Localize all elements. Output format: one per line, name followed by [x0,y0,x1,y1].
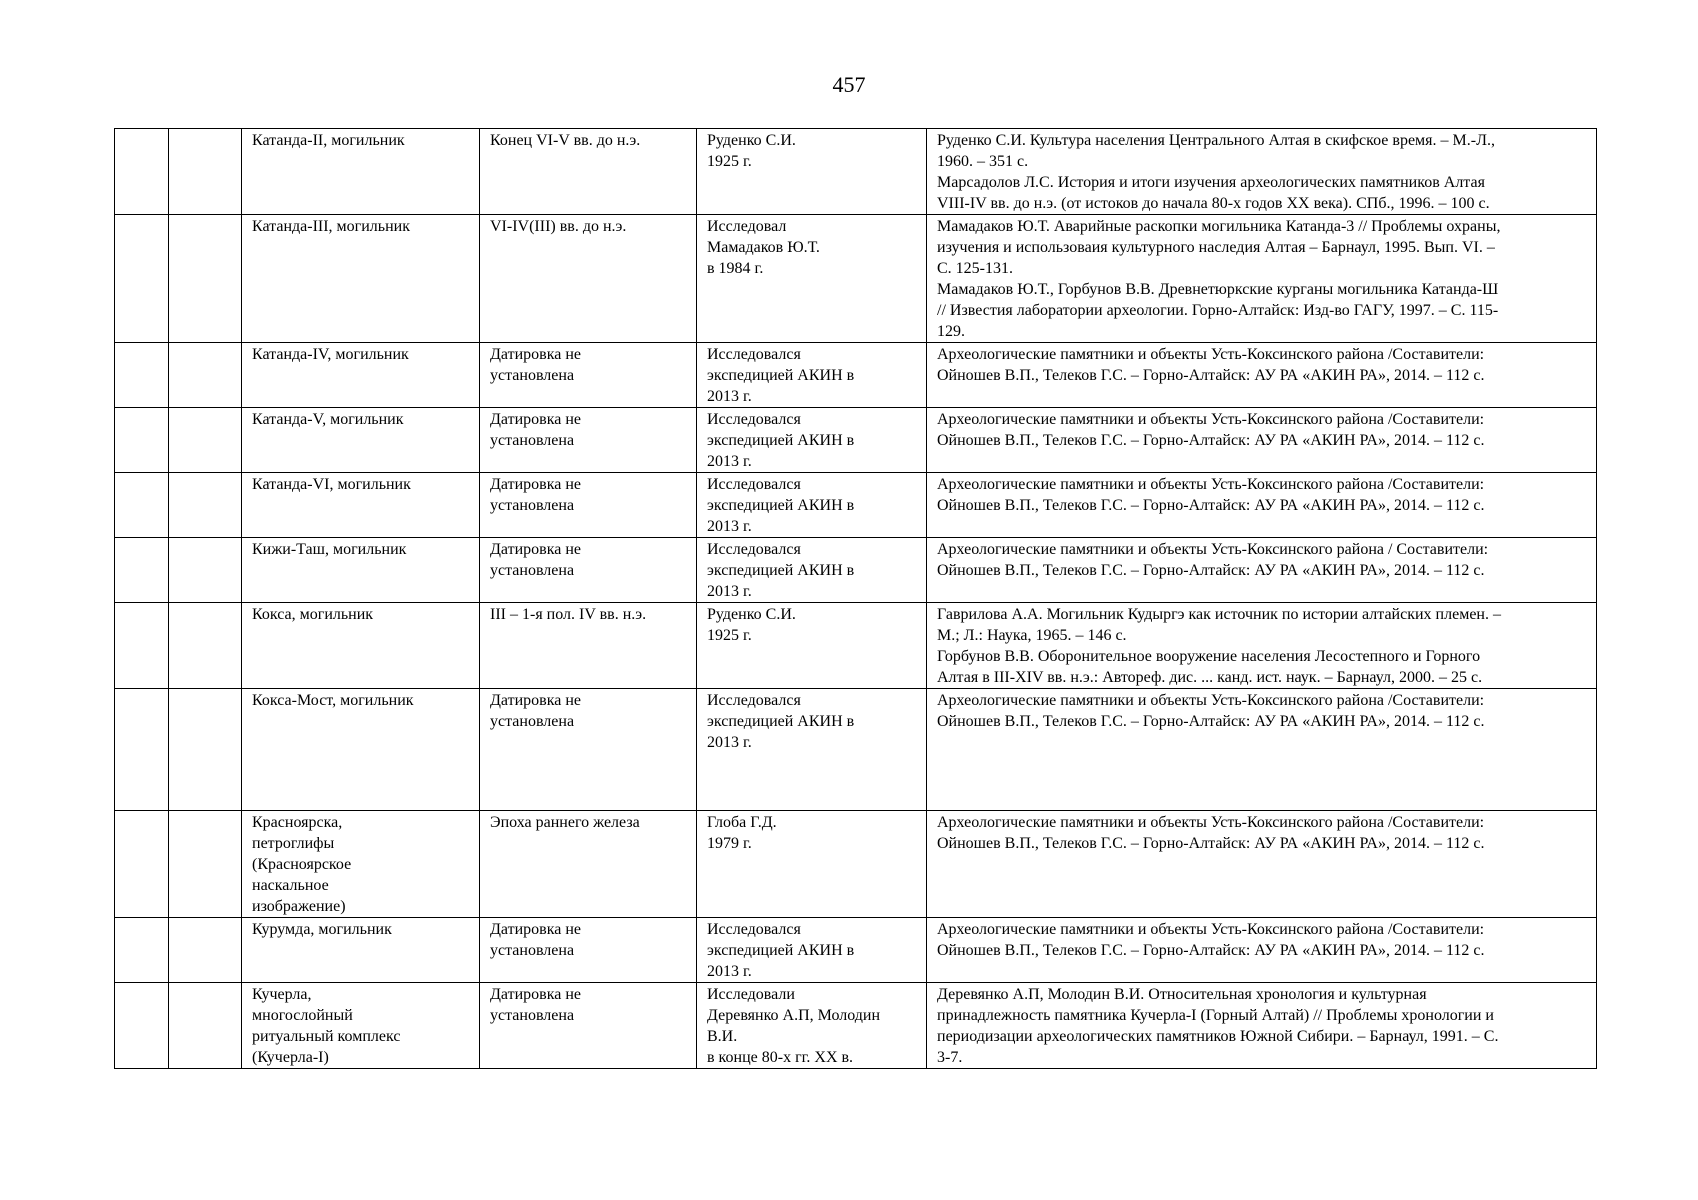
cell-text-line: Исследовали [707,986,795,1003]
literature-cell [927,983,1597,1069]
cell-text-line: Исследовался [707,541,801,558]
cell-text-line: многослойный [252,1007,353,1024]
monument-name-cell [242,689,480,811]
index-cell [115,215,169,343]
cell-text-line: 2013 г. [707,453,752,470]
code-cell [169,603,242,689]
cell-text-line: установлена [490,497,575,514]
index-cell [115,918,169,983]
researcher-cell [697,129,927,215]
cell-text-line: 1925 г. [707,153,752,170]
literature-cell [927,408,1597,473]
table-row [115,343,1597,408]
monument-name-cell [242,215,480,343]
cell-text-line: Ойношев В.П., Телеков Г.С. – Горно-Алтайск: АУ РА «АКИН РА», 2014. – 112 с. [937,432,1485,449]
cell-text-line: Датировка не [490,541,582,558]
index-cell [115,603,169,689]
table-row [115,603,1597,689]
cell-text-line: Красноярска, [252,814,343,831]
cell-text-line: Датировка не [490,986,582,1003]
cell-text-line: экспедицией АКИН в [707,497,855,514]
cell-text-line: Алтая в III-XIV вв. н.э.: Автореф. дис. ... канд. ист. наук. – Барнаул, 2000. – 25 с. [937,669,1483,686]
dating-cell [480,811,697,918]
dating-cell [480,408,697,473]
cell-text-line: изучения и использоваия культурного наследия Алтая – Барнаул, 1995. Вып. VI. – [937,239,1495,256]
cell-text-line: Датировка не [490,411,582,428]
cell-text-line: 2013 г. [707,388,752,405]
cell-text-line: Руденко С.И. Культура населения Центрального Алтая в скифское время. – М.-Л., [937,132,1495,149]
dating-cell [480,129,697,215]
cell-text-line: Датировка не [490,921,582,938]
dating-cell [480,215,697,343]
cell-text-line: 1925 г. [707,627,752,644]
dating-cell [480,603,697,689]
cell-text-line: в конце 80-х гг. XX в. [707,1049,854,1066]
cell-text-line: Руденко С.И. [707,606,796,623]
cell-text-line: М.; Л.: Наука, 1965. – 146 с. [937,627,1127,644]
code-cell [169,473,242,538]
researcher-cell [697,603,927,689]
code-cell [169,408,242,473]
literature-cell [927,215,1597,343]
cell-text-line: 2013 г. [707,518,752,535]
cell-text-line: Кижи-Таш, могильник [252,541,407,558]
cell-text-line: изображение) [252,898,346,915]
code-cell [169,538,242,603]
cell-text-line: установлена [490,1007,575,1024]
cell-text-line: Ойношев В.П., Телеков Г.С. – Горно-Алтайск: АУ РА «АКИН РА», 2014. – 112 с. [937,367,1485,384]
cell-text-line: Катанда-III, могильник [252,218,410,235]
cell-text-line: Исследовался [707,411,801,428]
cell-text-line: С. 125-131. [937,260,1013,277]
cell-text-line: Марсадолов Л.С. История и итоги изучения археологических памятников Алтая [937,174,1485,191]
cell-text-line: экспедицией АКИН в [707,432,855,449]
researcher-cell [697,811,927,918]
cell-text-line: экспедицией АКИН в [707,942,855,959]
cell-text-line: Датировка не [490,692,582,709]
monument-name-cell [242,918,480,983]
literature-cell [927,689,1597,811]
cell-text-line: Деревянко А.П, Молодин [707,1007,881,1024]
cell-text-line: // Известия лаборатории археологии. Горно-Алтайск: Изд-во ГАГУ, 1997. – С. 115- [937,302,1499,319]
dating-cell [480,343,697,408]
researcher-cell [697,473,927,538]
code-cell [169,918,242,983]
monument-name-cell [242,538,480,603]
cell-text-line: 2013 г. [707,963,752,980]
page-number: 457 [832,72,866,97]
cell-text-line: принадлежность памятника Кучерла-I (Горный Алтай) // Проблемы хронологии и [937,1007,1494,1024]
researcher-cell [697,983,927,1069]
cell-text-line: Кокса-Мост, могильник [252,692,414,709]
literature-cell [927,343,1597,408]
index-cell [115,408,169,473]
code-cell [169,129,242,215]
table-row [115,473,1597,538]
cell-text-line: петроглифы [252,835,335,852]
cell-text-line: установлена [490,367,575,384]
dating-cell [480,689,697,811]
cell-text-line: Исследовался [707,346,801,363]
cell-text-line: экспедицией АКИН в [707,367,855,384]
monument-name-cell [242,129,480,215]
dating-cell [480,473,697,538]
cell-text-line: Глоба Г.Д. [707,814,777,831]
cell-text-line: в 1984 г. [707,260,764,277]
researcher-cell [697,689,927,811]
literature-cell [927,918,1597,983]
index-cell [115,538,169,603]
cell-text-line: Ойношев В.П., Телеков Г.С. – Горно-Алтайск: АУ РА «АКИН РА», 2014. – 112 с. [937,562,1485,579]
cell-text-line: Ойношев В.П., Телеков Г.С. – Горно-Алтайск: АУ РА «АКИН РА», 2014. – 112 с. [937,942,1485,959]
monument-name-cell [242,408,480,473]
researcher-cell [697,918,927,983]
cell-text-line: 129. [937,323,965,340]
code-cell [169,689,242,811]
cell-text-line: III – 1-я пол. IV вв. н.э. [490,606,647,623]
code-cell [169,215,242,343]
cell-text-line: наскальное [252,877,329,894]
table-row [115,215,1597,343]
cell-text-line: (Кучерла-I) [252,1049,329,1066]
cell-text-line: периодизации археологических памятников Южной Сибири. – Барнаул, 1991. – С. [937,1028,1499,1045]
cell-text-line: Гаврилова А.А. Могильник Кудыргэ как источник по истории алтайских племен. – [937,606,1501,623]
table-row [115,983,1597,1069]
literature-cell [927,538,1597,603]
cell-text-line: установлена [490,942,575,959]
cell-text-line: В.И. [707,1028,738,1045]
cell-text-line: Кокса, могильник [252,606,374,623]
cell-text-line: Археологические памятники и объекты Усть-Коксинского района /Составители: [937,476,1485,493]
cell-text-line: Мамадаков Ю.Т. [707,239,820,256]
cell-text-line: ритуальный комплекс [252,1028,401,1045]
monument-name-cell [242,603,480,689]
cell-text-line: Кучерла, [252,986,312,1003]
cell-text-line: 2013 г. [707,734,752,751]
cell-text-line: 1979 г. [707,835,752,852]
table-row [115,918,1597,983]
cell-text-line: установлена [490,562,575,579]
index-cell [115,983,169,1069]
code-cell [169,983,242,1069]
cell-text-line: Деревянко А.П, Молодин В.И. Относительная хронология и культурная [937,986,1427,1003]
cell-text-line: Катанда-IV, могильник [252,346,409,363]
index-cell [115,473,169,538]
cell-text-line: (Красноярское [252,856,352,873]
cell-text-line: Мамадаков Ю.Т. Аварийные раскопки могильника Катанда-3 // Проблемы охраны, [937,218,1501,235]
literature-cell [927,473,1597,538]
cell-text-line: Катанда-VI, могильник [252,476,411,493]
monuments-table [114,128,1597,1069]
cell-text-line: Ойношев В.П., Телеков Г.С. – Горно-Алтайск: АУ РА «АКИН РА», 2014. – 112 с. [937,497,1485,514]
cell-text-line: VIII-IV вв. до н.э. (от истоков до начала 80-х годов XX века). СПб., 1996. – 100 с. [937,195,1490,212]
cell-text-line: Археологические памятники и объекты Усть-Коксинского района /Составители: [937,346,1485,363]
cell-text-line: Мамадаков Ю.Т., Горбунов В.В. Древнетюркские курганы могильника Катанда-Ш [937,281,1499,298]
cell-text-line: Курумда, могильник [252,921,392,938]
cell-text-line: Археологические памятники и объекты Усть-Коксинского района / Составители: [937,541,1489,558]
dating-cell [480,983,697,1069]
cell-text-line: 1960. – 351 с. [937,153,1029,170]
cell-text-line: установлена [490,713,575,730]
index-cell [115,811,169,918]
table-row [115,129,1597,215]
cell-text-line: Конец VI-V вв. до н.э. [490,132,641,149]
table-body [115,129,1597,1069]
cell-text-line: Археологические памятники и объекты Усть-Коксинского района /Составители: [937,814,1485,831]
cell-text-line: Археологические памятники и объекты Усть-Коксинского района /Составители: [937,411,1485,428]
table-row [115,689,1597,811]
monument-name-cell [242,983,480,1069]
cell-text-line: Горбунов В.В. Оборонительное вооружение населения Лесостепного и Горного [937,648,1481,665]
cell-text-line: Эпоха раннего железа [490,814,640,831]
monument-name-cell [242,473,480,538]
monument-name-cell [242,811,480,918]
literature-cell [927,811,1597,918]
cell-text-line: экспедицией АКИН в [707,562,855,579]
index-cell [115,129,169,215]
cell-text-line: Археологические памятники и объекты Усть-Коксинского района /Составители: [937,921,1485,938]
code-cell [169,811,242,918]
dating-cell [480,918,697,983]
cell-text-line: Исследовал [707,218,787,235]
cell-text-line: Ойношев В.П., Телеков Г.С. – Горно-Алтайск: АУ РА «АКИН РА», 2014. – 112 с. [937,713,1485,730]
cell-text-line: 2013 г. [707,583,752,600]
table-row [115,538,1597,603]
cell-text-line: Исследовался [707,692,801,709]
cell-text-line: VI-IV(III) вв. до н.э. [490,218,627,235]
cell-text-line: экспедицией АКИН в [707,713,855,730]
cell-text-line: Датировка не [490,476,582,493]
researcher-cell [697,538,927,603]
literature-cell [927,129,1597,215]
cell-text-line: Исследовался [707,476,801,493]
index-cell [115,343,169,408]
cell-text-line: Археологические памятники и объекты Усть-Коксинского района /Составители: [937,692,1485,709]
cell-text-line: 3-7. [937,1049,963,1066]
table-row [115,811,1597,918]
literature-cell [927,603,1597,689]
cell-text-line: Катанда-II, могильник [252,132,405,149]
code-cell [169,343,242,408]
researcher-cell [697,408,927,473]
table-row [115,408,1597,473]
cell-text-line: Катанда-V, могильник [252,411,404,428]
researcher-cell [697,343,927,408]
cell-text-line: Датировка не [490,346,582,363]
index-cell [115,689,169,811]
cell-text-line: установлена [490,432,575,449]
cell-text-line: Руденко С.И. [707,132,796,149]
monument-name-cell [242,343,480,408]
dating-cell [480,538,697,603]
researcher-cell [697,215,927,343]
cell-text-line: Исследовался [707,921,801,938]
cell-text-line: Ойношев В.П., Телеков Г.С. – Горно-Алтайск: АУ РА «АКИН РА», 2014. – 112 с. [937,835,1485,852]
